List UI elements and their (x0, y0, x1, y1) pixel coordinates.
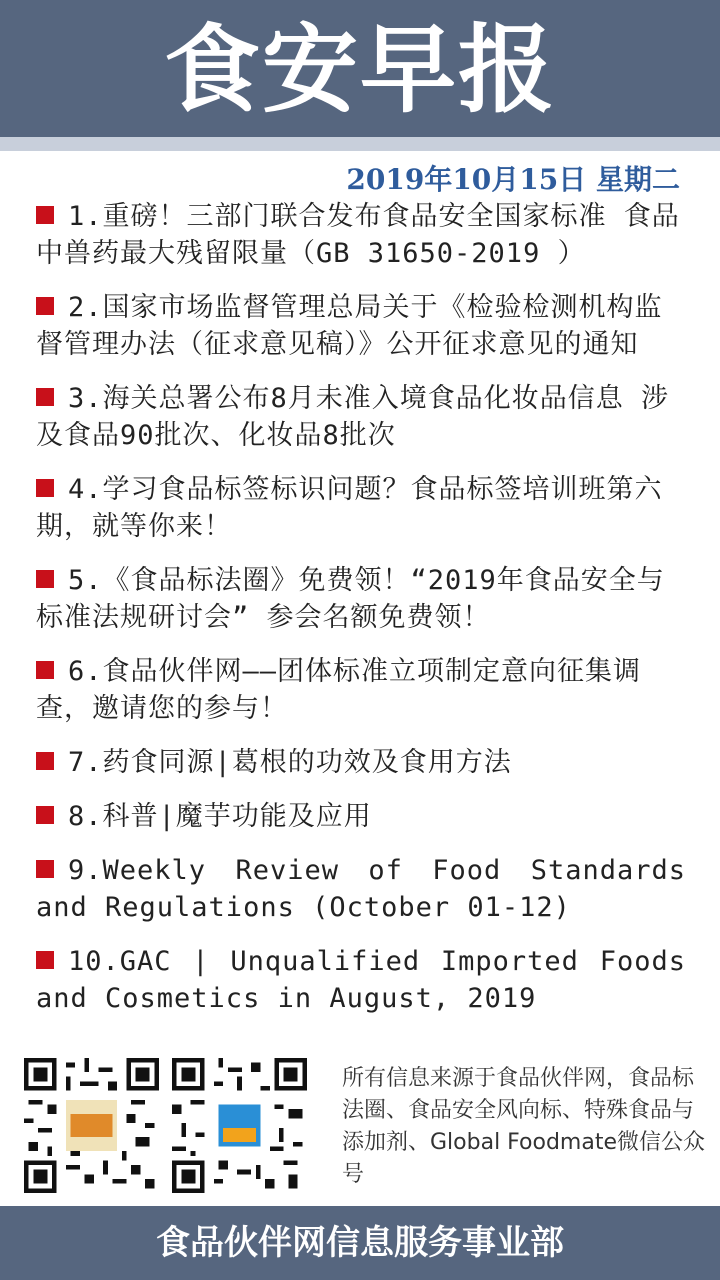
news-item-text: 9.Weekly Review of Food Standards and Regulations (October 01-12) (36, 855, 686, 923)
news-item-9[interactable] (36, 852, 686, 926)
qr-code-icon (172, 1058, 307, 1193)
news-item-7[interactable] (36, 744, 686, 781)
red-square-bullet-icon (36, 860, 54, 878)
news-item-text: 7.药食同源|葛根的功效及食用方法 (68, 747, 512, 778)
news-item-6[interactable] (36, 653, 686, 727)
news-item-3[interactable] (36, 380, 686, 454)
news-item-8[interactable] (36, 798, 686, 835)
news-item-text: 6.食品伙伴网——团体标准立项制定意向征集调查，邀请您的参与！ (36, 656, 642, 724)
red-square-bullet-icon (36, 752, 54, 770)
red-square-bullet-icon (36, 951, 54, 969)
red-square-bullet-icon (36, 570, 54, 588)
news-item-text: 1.重磅！三部门联合发布食品安全国家标准 食品中兽药最大残留限量（GB 31650-2019 ） (36, 201, 680, 269)
red-square-bullet-icon (36, 479, 54, 497)
red-square-bullet-icon (36, 388, 54, 406)
news-item-text: 10.GAC | Unqualified Imported Foods and Cosmetics in August, 2019 (36, 946, 686, 1014)
news-item-1[interactable] (36, 198, 686, 272)
qr-codes (24, 1058, 314, 1198)
source-note: 所有信息来源于食品伙伴网，食品标法圈、食品安全风向标、特殊食品与添加剂、Global Foodmate微信公众号 (342, 1066, 706, 1187)
header-banner (0, 0, 720, 137)
red-square-bullet-icon (36, 206, 54, 224)
red-square-bullet-icon (36, 297, 54, 315)
news-item-text: 4.学习食品标签标识问题？食品标签培训班第六期，就等你来！ (36, 474, 663, 542)
news-item-text: 2.国家市场监督管理总局关于《检验检测机构监督管理办法（征求意见稿）》公开征求意见的通知 (36, 292, 663, 360)
header-divider (0, 137, 720, 151)
news-item-text: 3.海关总署公布8月未准入境食品化妆品信息 涉及食品90批次、化妆品8批次 (36, 383, 670, 451)
news-item-text: 8.科普|魔芋功能及应用 (68, 801, 372, 832)
red-square-bullet-icon (36, 806, 54, 824)
news-item-2[interactable] (36, 289, 686, 363)
qr-code-icon (24, 1058, 159, 1193)
footer-banner (0, 1206, 720, 1280)
red-square-bullet-icon (36, 661, 54, 679)
news-item-5[interactable] (36, 562, 686, 636)
date-label: 2019年10月15日 星期二 (346, 163, 680, 196)
page-title: 食安早报 (164, 14, 556, 126)
news-item-text: 5.《食品标法圈》免费领！“2019年食品安全与标准法规研讨会” 参会名额免费领！ (36, 565, 665, 633)
news-item-4[interactable] (36, 471, 686, 545)
footer-department-name: 食品伙伴网信息服务事业部 (156, 1223, 564, 1263)
news-item-10[interactable] (36, 943, 686, 1017)
news-list (36, 198, 686, 1034)
